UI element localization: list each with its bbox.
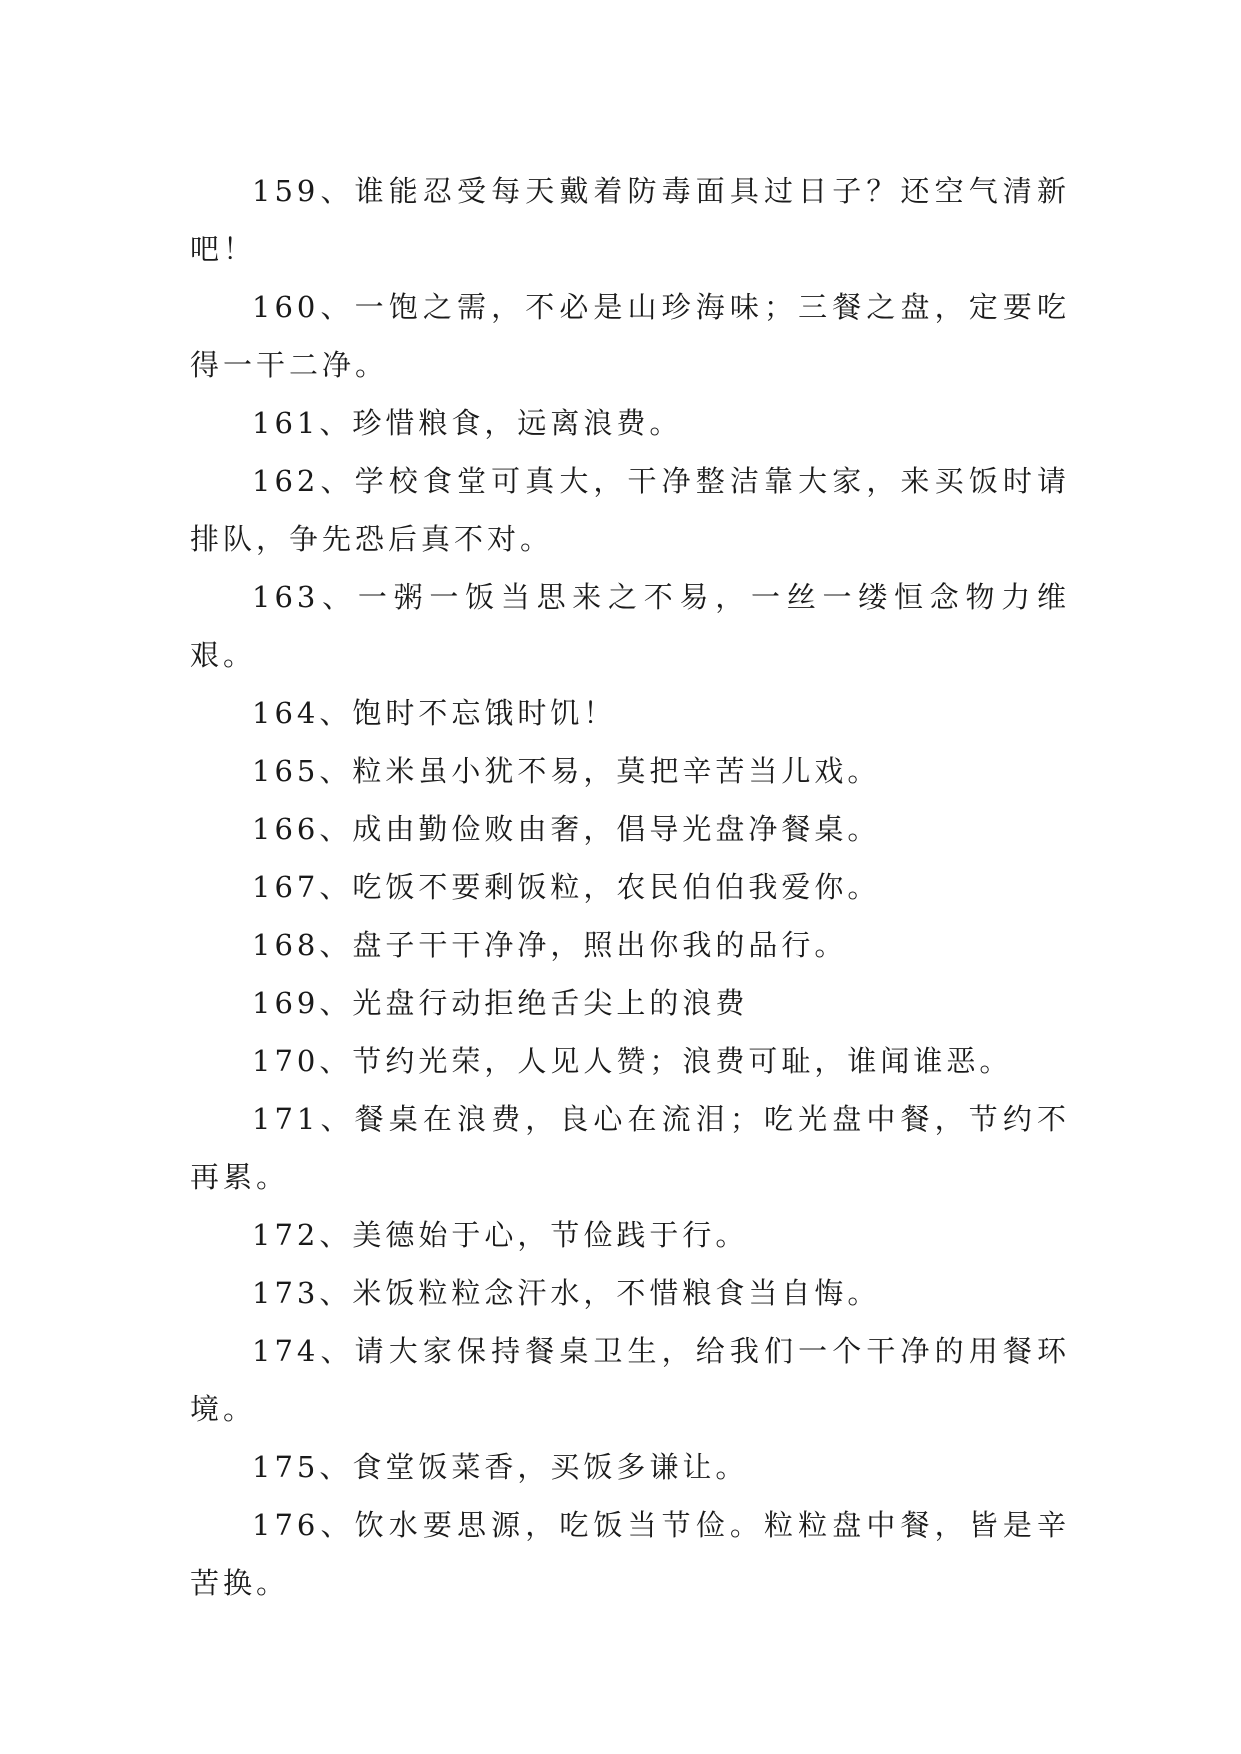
- paragraph-172: 172、美德始于心，节俭践于行。: [252, 1218, 749, 1252]
- paragraph-170: 170、节约光荣，人见人赞；浪费可耻，谁闻谁恶。: [252, 1044, 1013, 1078]
- paragraph-159: 159、谁能忍受每天戴着防毒面具过日子？还空气清新吧！: [190, 174, 1070, 266]
- paragraph-165: 165、粒米虽小犹不易，莫把辛苦当儿戏。: [252, 754, 881, 788]
- paragraph-161: 161、珍惜粮食，远离浪费。: [252, 406, 683, 440]
- paragraph-166: 166、成由勤俭败由奢，倡导光盘净餐桌。: [252, 812, 881, 846]
- paragraph-160: 160、一饱之需，不必是山珍海味；三餐之盘，定要吃得一干二净。: [190, 290, 1070, 382]
- paragraph-162: 162、学校食堂可真大，干净整洁靠大家，来买饭时请排队，争先恐后真不对。: [190, 464, 1070, 556]
- paragraph-171: 171、餐桌在浪费，良心在流泪；吃光盘中餐，节约不再累。: [190, 1102, 1070, 1194]
- paragraph-176: 176、饮水要思源，吃饭当节俭。粒粒盘中餐，皆是辛苦换。: [190, 1508, 1070, 1600]
- paragraph-175: 175、食堂饭菜香，买饭多谦让。: [252, 1450, 749, 1484]
- paragraph-168: 168、盘子干干净净，照出你我的品行。: [252, 928, 848, 962]
- document-body: [190, 162, 1070, 1612]
- paragraph-163: 163、一粥一饭当思来之不易，一丝一缕恒念物力维艰。: [190, 580, 1070, 672]
- paragraph-173: 173、米饭粒粒念汗水，不惜粮食当自悔。: [252, 1276, 881, 1310]
- paragraph-167: 167、吃饭不要剩饭粒，农民伯伯我爱你。: [252, 870, 881, 904]
- paragraph-174: 174、请大家保持餐桌卫生，给我们一个干净的用餐环境。: [190, 1334, 1070, 1426]
- paragraph-169: 169、光盘行动拒绝舌尖上的浪费: [252, 986, 749, 1020]
- paragraph-164: 164、饱时不忘饿时饥！: [252, 696, 617, 730]
